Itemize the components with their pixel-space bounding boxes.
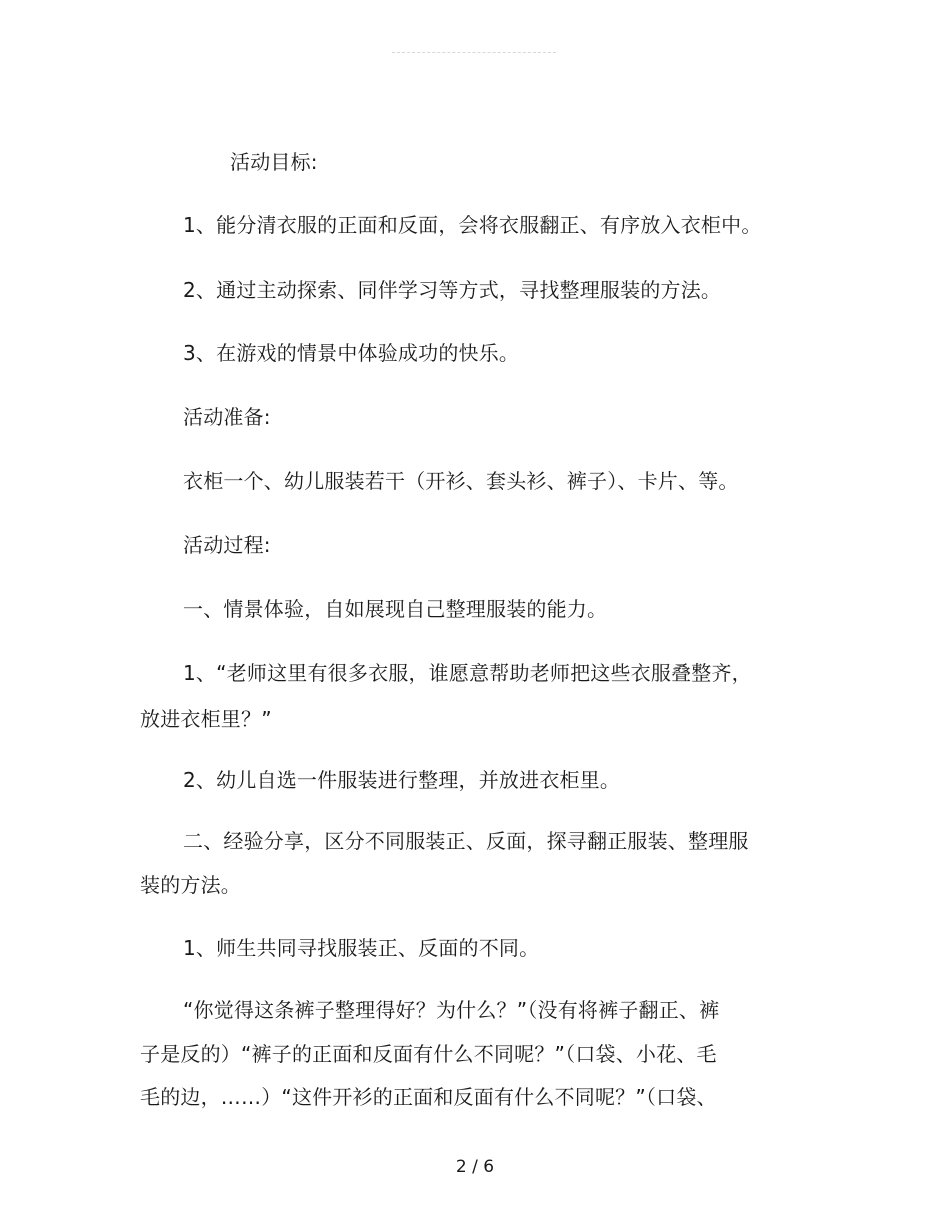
- paragraph-line: 2、幼儿自选一件服装进行整理，并放进衣柜里。: [183, 768, 621, 792]
- paragraph-line: 装的方法。: [140, 873, 241, 897]
- section-heading-preparation: 活动准备:: [183, 405, 271, 429]
- objective-3: 3、在游戏的情景中体验成功的快乐。: [183, 341, 520, 365]
- section-heading-objectives: 活动目标:: [230, 150, 318, 174]
- paragraph-line: 子是反的）“裤子的正面和反面有什么不同呢？”（口袋、小花、毛: [140, 1042, 717, 1066]
- process-step-1: 一、情景体验，自如展现自己整理服装的能力。: [183, 597, 608, 621]
- page-number: 2 / 6: [455, 1157, 495, 1177]
- paragraph-line: 放进衣柜里？”: [140, 707, 272, 731]
- section-heading-process: 活动过程:: [183, 533, 271, 557]
- paragraph-line: 毛的边，……）“这件开衫的正面和反面有什么不同呢？”（口袋、: [140, 1085, 717, 1109]
- paragraph-line: “你觉得这条裤子整理得好？为什么？”（没有将裤子翻正、裤: [183, 998, 720, 1022]
- header-divider: [392, 52, 556, 53]
- paragraph-line: 1、“老师这里有很多衣服，谁愿意帮助老师把这些衣服叠整齐，: [183, 661, 752, 685]
- paragraph-line: 1、师生共同寻找服装正、反面的不同。: [183, 936, 540, 960]
- objective-2: 2、通过主动探索、同伴学习等方式，寻找整理服装的方法。: [183, 278, 722, 302]
- preparation-text: 衣柜一个、幼儿服装若干（开衫、套头衫、裤子）、卡片、等。: [183, 469, 739, 493]
- process-step-2: 二、经验分享，区分不同服装正、反面，探寻翻正服装、整理服: [183, 829, 749, 853]
- objective-1: 1、能分清衣服的正面和反面，会将衣服翻正、有序放入衣柜中。: [183, 213, 762, 237]
